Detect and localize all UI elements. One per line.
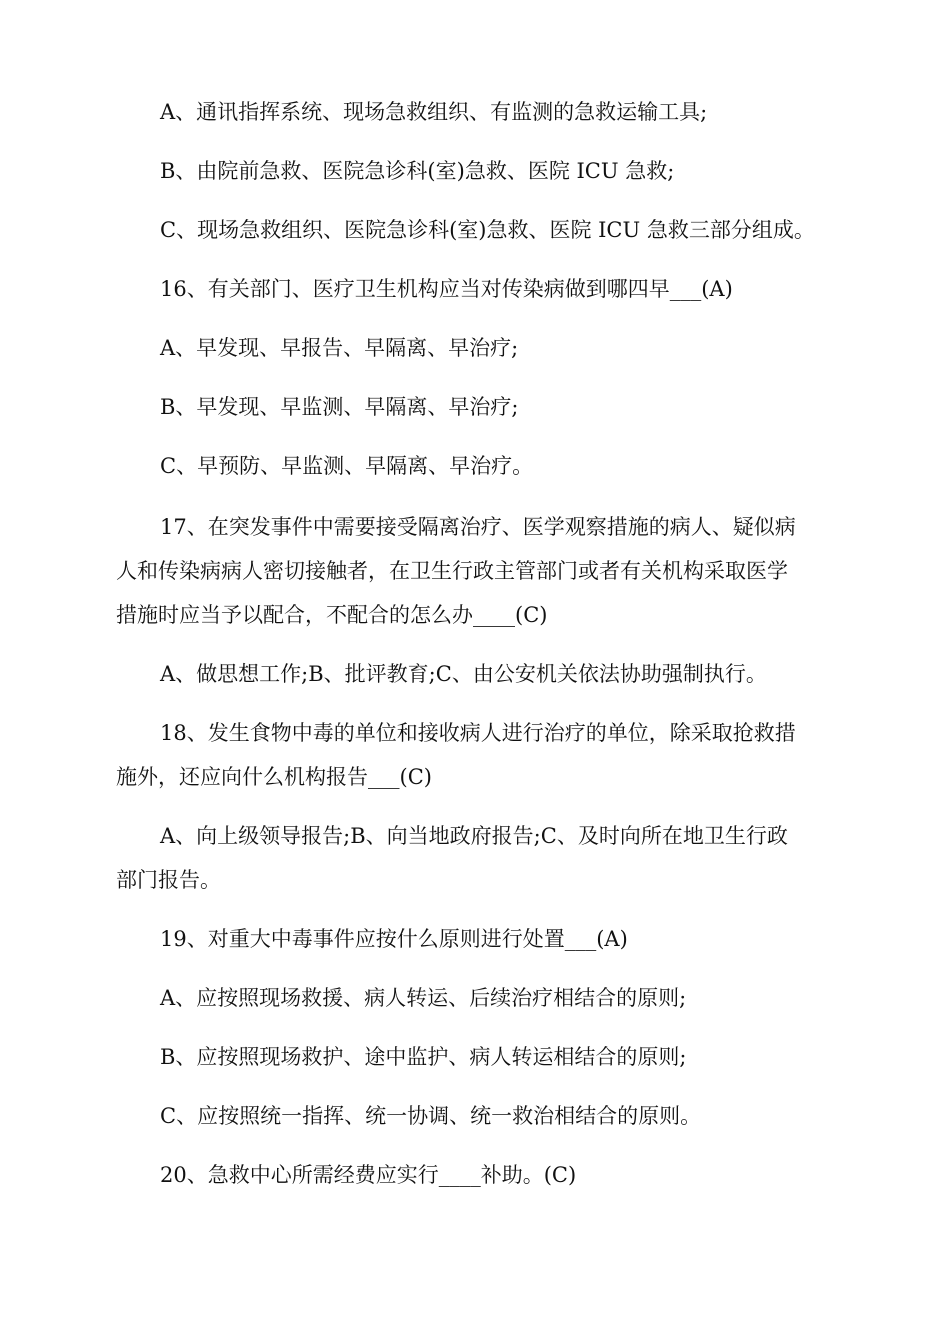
- text-line: 人和传染病病人密切接触者，在卫生行政主管部门或者有关机构采取医学: [116, 559, 788, 583]
- question-16: 16、有关部门、医疗卫生机构应当对传染病做到哪四早___(A): [160, 277, 733, 301]
- text-line: 部门报告。: [116, 868, 221, 892]
- text-line: C、现场急救组织、医院急诊科(室)急救、医院 ICU 急救三部分组成。: [160, 218, 815, 242]
- text-line: A、向上级领导报告;B、向当地政府报告;C、及时向所在地卫生行政: [160, 824, 788, 848]
- text-line: C、早预防、早监测、早隔离、早治疗。: [160, 454, 534, 478]
- text-line: B、由院前急救、医院急诊科(室)急救、医院 ICU 急救;: [160, 159, 675, 183]
- text-line: 措施时应当予以配合，不配合的怎么办____(C): [116, 603, 548, 627]
- text-line: A、早发现、早报告、早隔离、早治疗;: [160, 336, 519, 360]
- text-line: A、做思想工作;B、批评教育;C、由公安机关依法协助强制执行。: [160, 662, 767, 686]
- text-line: A、应按照现场救援、病人转运、后续治疗相结合的原则;: [160, 986, 687, 1010]
- text-line: B、早发现、早监测、早隔离、早治疗;: [160, 395, 519, 419]
- question-20: 20、急救中心所需经费应实行____补助。(C): [160, 1163, 577, 1187]
- text-line: A、通讯指挥系统、现场急救组织、有监测的急救运输工具;: [160, 100, 708, 124]
- text-line: B、应按照现场救护、途中监护、病人转运相结合的原则;: [160, 1045, 687, 1069]
- text-line: 施外，还应向什么机构报告___(C): [116, 765, 432, 789]
- question-19: 19、对重大中毒事件应按什么原则进行处置___(A): [160, 927, 628, 951]
- text-line: C、应按照统一指挥、统一协调、统一救治相结合的原则。: [160, 1104, 702, 1128]
- question-18: 18、发生食物中毒的单位和接收病人进行治疗的单位，除采取抢救措: [160, 721, 796, 745]
- question-17: 17、在突发事件中需要接受隔离治疗、医学观察措施的病人、疑似病: [160, 515, 796, 539]
